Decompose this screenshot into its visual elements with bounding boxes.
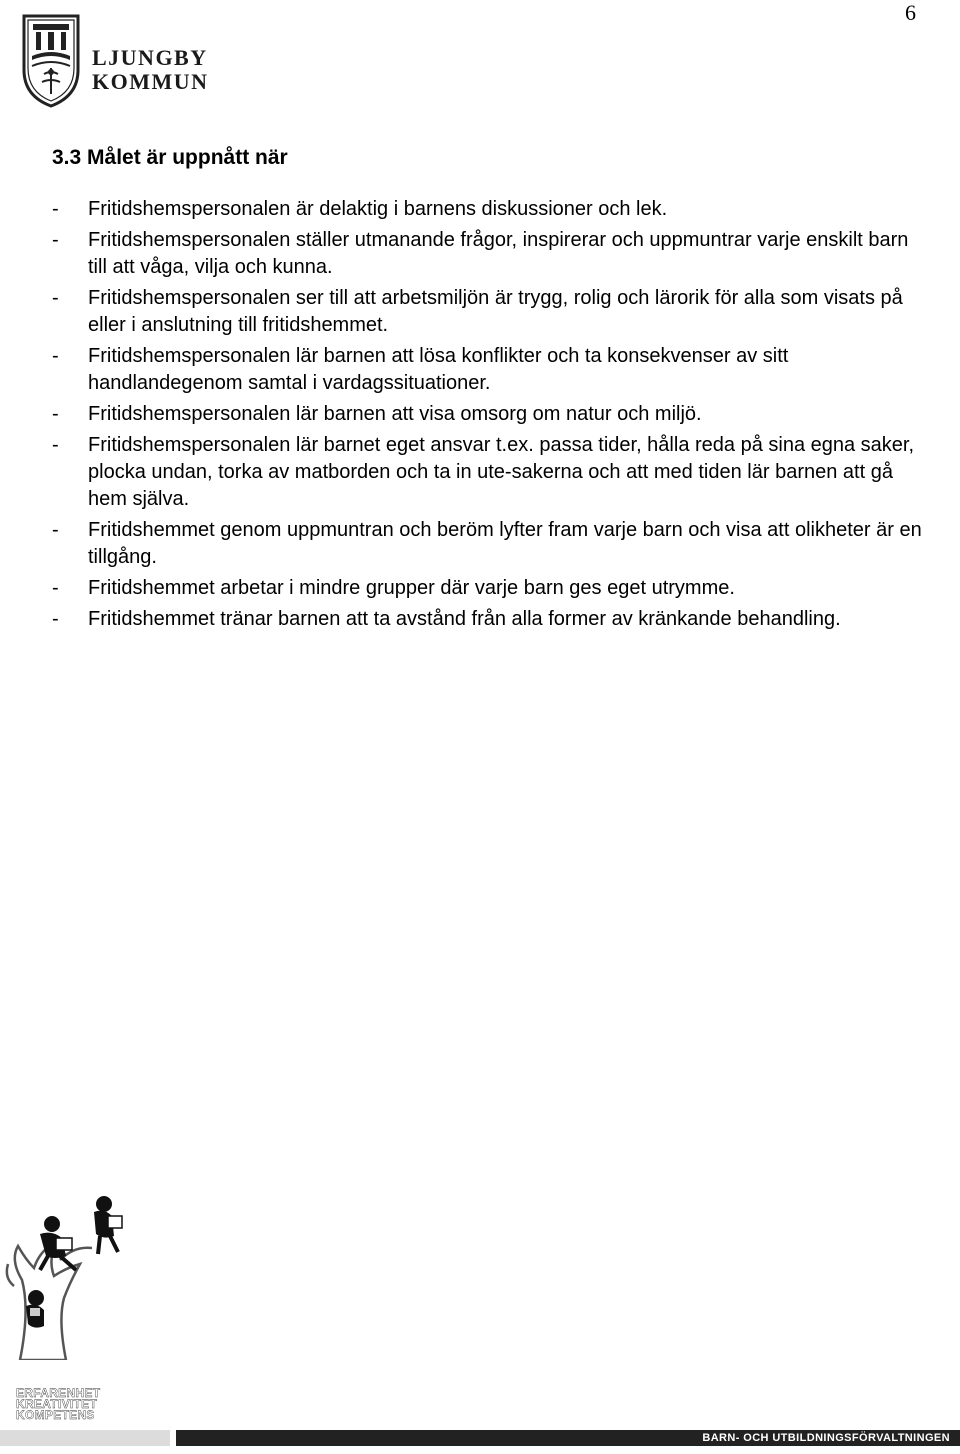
municipality-logo bbox=[20, 12, 220, 112]
list-item-text: Fritidshemspersonalen ser till att arbetsmiljön är trygg, rolig och lärorik för alla som visats på eller i anslutning till fritidshemmet. bbox=[88, 287, 903, 336]
list-item bbox=[52, 196, 922, 223]
bullet-dash: - bbox=[52, 577, 59, 599]
footer-bar bbox=[176, 1430, 960, 1446]
bullet-dash: - bbox=[52, 287, 59, 309]
page-number: 6 bbox=[905, 0, 916, 25]
tagline-line: ERFARENHET bbox=[16, 1386, 101, 1400]
section-heading: 3.3 Målet är uppnått när bbox=[52, 146, 288, 169]
bullet-dash: - bbox=[52, 608, 59, 630]
tagline-line: KREATIVITET bbox=[16, 1397, 98, 1411]
coat-of-arms-icon bbox=[20, 12, 82, 108]
list-item-text: Fritidshemmet tränar barnen att ta avstånd från alla former av kränkande behandling. bbox=[88, 608, 841, 630]
tree-with-children-illustration bbox=[0, 1190, 150, 1360]
tagline-line: KOMPETENS bbox=[16, 1408, 95, 1422]
logo-line-2: KOMMUN bbox=[92, 69, 209, 94]
goal-list bbox=[52, 196, 922, 637]
list-item bbox=[52, 285, 922, 339]
list-item bbox=[52, 575, 922, 602]
bullet-dash: - bbox=[52, 229, 59, 251]
footer-strip bbox=[0, 1430, 170, 1446]
list-item-text: Fritidshemspersonalen lär barnen att lösa konflikter och ta konsekvenser av sitt handlandegenom samtal i vardagssituationer. bbox=[88, 345, 789, 394]
bullet-dash: - bbox=[52, 403, 59, 425]
department-label: BARN- OCH UTBILDNINGSFÖRVALTNINGEN bbox=[702, 1432, 950, 1444]
bullet-dash: - bbox=[52, 345, 59, 367]
list-item bbox=[52, 343, 922, 397]
footer-tagline bbox=[16, 1388, 100, 1421]
list-item bbox=[52, 401, 922, 428]
bullet-dash: - bbox=[52, 519, 59, 541]
list-item-text: Fritidshemspersonalen lär barnet eget ansvar t.ex. passa tider, hålla reda på sina egna saker, plocka undan, torka av matborden och ta in ute-sakerna och att med tiden lär barnen att gå hem själva. bbox=[88, 434, 915, 510]
list-item bbox=[52, 606, 922, 633]
list-item-text: Fritidshemspersonalen är delaktig i barnens diskussioner och lek. bbox=[88, 198, 668, 220]
list-item bbox=[52, 517, 922, 571]
list-item-text: Fritidshemspersonalen lär barnen att visa omsorg om natur och miljö. bbox=[88, 403, 702, 425]
bullet-dash: - bbox=[52, 434, 59, 456]
logo-line-1: LJUNGBY bbox=[92, 45, 208, 70]
list-item-text: Fritidshemmet genom uppmuntran och beröm lyfter fram varje barn och visa att olikheter är en tillgång. bbox=[88, 519, 922, 568]
list-item-text: Fritidshemmet arbetar i mindre grupper där varje barn ges eget utrymme. bbox=[88, 577, 735, 599]
list-item bbox=[52, 432, 922, 513]
bullet-dash: - bbox=[52, 198, 59, 220]
list-item bbox=[52, 227, 922, 281]
list-item-text: Fritidshemspersonalen ställer utmanande frågor, inspirerar och uppmuntrar varje enskilt barn till att våga, vilja och kunna. bbox=[88, 229, 909, 278]
